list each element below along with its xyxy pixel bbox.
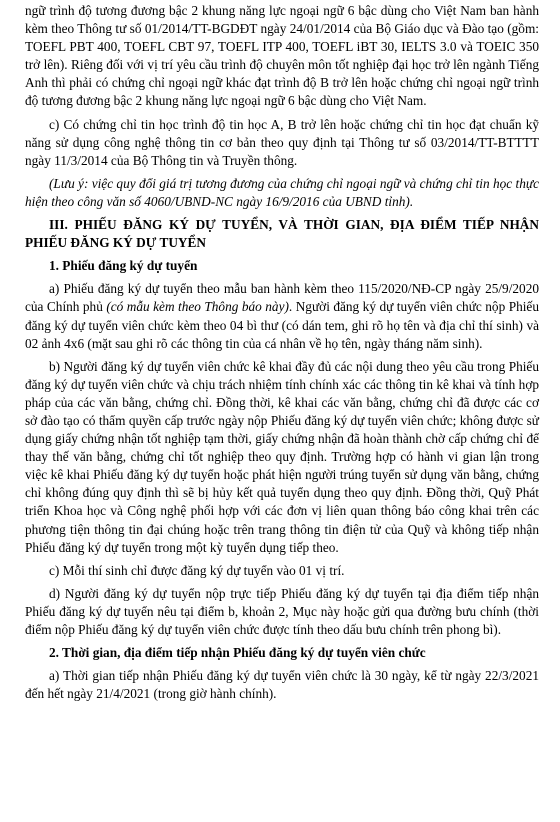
subheading-time-location: 2. Thời gian, địa điểm tiếp nhận Phiếu đăng ký dự tuyển viên chức — [49, 645, 426, 661]
paragraph-a-italic: (có mẫu kèm theo Thông báo này) — [106, 299, 289, 315]
paragraph-b-declaration: b) Người đăng ký dự tuyển viên chức kê khai đầy đủ các nội dung theo yêu cầu trong Phiếu đăng ký dự tuyển viên chức và chịu trách nhiệm tính chính xác các thông tin kê khai và tính hợp pháp của các văn bằng, chứng chỉ. Đồng thời, kê khai các văn bằng, chứng chỉ đã được các cơ sở đào tạo có thẩm quyền cấp trước ngày nộp Phiếu đăng ký dự tuyển viên chức; không được sử dụng giấy chứng nhận tốt nghiệp tạm thời, giấy chứng nhận đã hoàn thành chờ cấp chứng chỉ để thay thế văn bằng, chứng chỉ tốt nghiệp theo quy định. Trường hợp có hành vi gian lận trong việc kê khai Phiếu đăng ký dự tuyển hoặc phát hiện người trúng tuyển sử dụng văn bằng, chứng chỉ không đúng quy định thì sẽ bị hủy kết quả tuyển dụng theo quy định. Đồng thời, Quỹ Phát triển Khoa học và Công nghệ phối hợp với các đơn vị liên quan thông báo công khai trên các phương tiện thông tin đại chúng hoặc trên trang thông tin điện tử của Quỹ và không tiếp nhận Phiếu đăng ký dự tuyển trong một kỳ tuyển dụng tiếp theo. — [25, 358, 539, 555]
paragraph-note: (Lưu ý: việc quy đổi giá trị tương đương của chứng chỉ ngoại ngữ và chứng chỉ tin học thực hiện theo công văn số 4060/UBND-NC ngày 16/9/2016 của UBND tỉnh). — [25, 175, 539, 209]
paragraph-a-tail: . Người đăng ký dự tuyển viên chức nộp Phiếu đăng ký dự tuyển viên chức kèm theo 04 bì thư (có dán tem, ghi rõ họ tên và địa chỉ thí sinh) và 02 ảnh 4x6 (mặt sau ghi rõ các thông tin của cá nhân về họ tên, ngày tháng năm sinh). — [25, 299, 539, 351]
paragraph-a-text: a) Phiếu đăng ký dự tuyển theo mẫu ban hành kèm theo 115/2020/NĐ-CP ngày 25/9/2020 của Chính phủ — [25, 281, 539, 315]
section-heading-iii: III. PHIẾU ĐĂNG KÝ DỰ TUYỂN, VÀ THỜI GIAN, ĐỊA ĐIỂM TIẾP NHẬN PHIẾU ĐĂNG KÝ DỰ TUYỂN — [25, 217, 539, 251]
subheading-registration-form: 1. Phiếu đăng ký dự tuyển — [49, 258, 198, 274]
paragraph-c-one-position: c) Mỗi thí sinh chỉ được đăng ký dự tuyển vào 01 vị trí. — [49, 562, 345, 578]
paragraph-a-form — [25, 280, 539, 352]
paragraph-it-certificate: c) Có chứng chỉ tin học trình độ tin học A, B trở lên hoặc chứng chỉ tin học đạt chuẩn kỹ năng sử dụng công nghệ thông tin cơ bản theo quy định tại Thông tư số 03/2014/TT-BTTTT ngày 11/3/2014 của Bộ Thông tin và Truyền thông. — [25, 116, 539, 168]
paragraph-a-time: a) Thời gian tiếp nhận Phiếu đăng ký dự tuyển viên chức là 30 ngày, kể từ ngày 22/3/2021 đến hết ngày 21/4/2021 (trong giờ hành chính). — [25, 668, 539, 702]
paragraph-language-certificate-cont: ngữ trình độ tương đương bậc 2 khung năng lực ngoại ngữ 6 bậc dùng cho Việt Nam ban hành kèm theo Thông tư số 01/2014/TT-BGDĐT ngày 24/01/2014 của Bộ Giáo dục và Đào tạo (gồm: TOEFL PBT 400, TOEFL CBT 97, TOEFL ITP 400, TOEFL iBT 30, IELTS 3.0 và TOEIC 350 trở lên). Riêng đối với vị trí yêu cầu trình độ chuyên môn tốt nghiệp đại học trở lên ngành Tiếng Anh thì phải có chứng chỉ ngoại ngữ khác đạt trình độ B trở lên hoặc chứng chỉ ngoại ngữ trình độ tương đương bậc 2 khung năng lực ngoại ngữ 6 bậc dùng cho Việt Nam. — [25, 3, 539, 109]
paragraph-d-submission: d) Người đăng ký dự tuyển nộp trực tiếp Phiếu đăng ký dự tuyển tại địa điểm tiếp nhận Phiếu đăng ký dự tuyển nêu tại điểm b, khoản 2, Mục này hoặc gửi qua đường bưu chính (thời điểm nộp Phiếu đăng ký dự tuyển viên chức được tính theo dấu bưu chính trên phong bì). — [25, 585, 539, 637]
